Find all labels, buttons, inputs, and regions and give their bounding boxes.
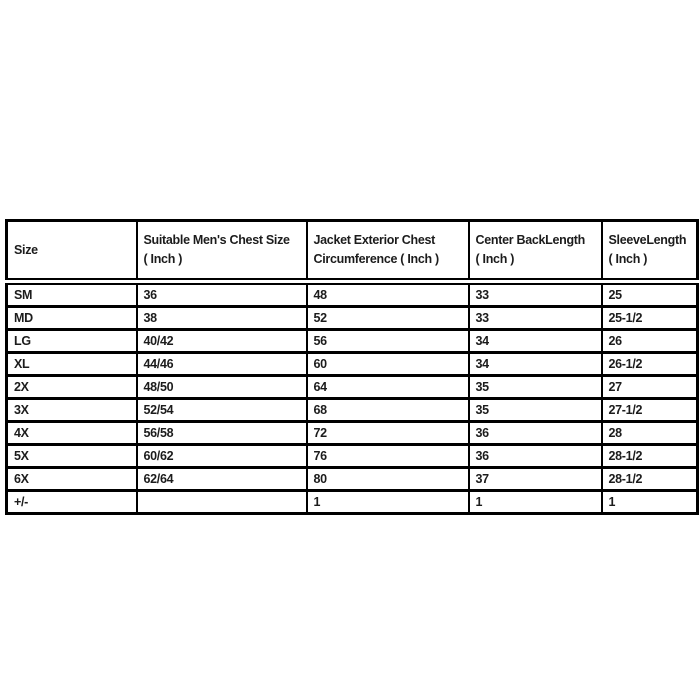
table-cell-col1: 62/64 [137,468,307,491]
table-row [7,353,698,376]
table-cell-col2: 64 [307,376,469,399]
table-cell-col1: 48/50 [137,376,307,399]
header-line-1: SleeveLength [608,233,687,247]
table-cell-col2: 1 [307,491,469,514]
table-cell-col2: 56 [307,330,469,353]
table-row [7,399,698,422]
table-row [7,468,698,491]
table-cell-col4: 28-1/2 [602,468,698,491]
table-row [7,491,698,514]
table-cell-col4: 28-1/2 [602,445,698,468]
table-cell-col1: 60/62 [137,445,307,468]
table-cell-col4: 25-1/2 [602,307,698,330]
table-cell-col4: 1 [602,491,698,514]
table-cell-col4: 26 [602,330,698,353]
table-cell-col0: +/- [7,491,137,514]
col-header-size [7,221,137,282]
table-cell-col0: MD [7,307,137,330]
table-cell-col3: 33 [469,307,602,330]
table-cell-col2: 48 [307,282,469,307]
table-cell-col3: 36 [469,445,602,468]
table-row [7,422,698,445]
col-header-center-back-length [469,221,602,282]
header-line-2: ( Inch ) [143,252,183,266]
col-header-jacket-exterior-circumference [307,221,469,282]
table-cell-col0: 5X [7,445,137,468]
table-cell-col0: 4X [7,422,137,445]
table-cell-col0: XL [7,353,137,376]
table-cell-col0: 6X [7,468,137,491]
table-cell-col2: 68 [307,399,469,422]
table-cell-col1: 38 [137,307,307,330]
table-cell-col4: 28 [602,422,698,445]
table-cell-col1: 52/54 [137,399,307,422]
table-cell-col1: 40/42 [137,330,307,353]
col-header-suitable-chest-size [137,221,307,282]
table-row [7,282,698,307]
header-line-1: Center BackLength [475,233,586,247]
table-cell-col3: 34 [469,353,602,376]
size-chart-table [5,219,699,515]
table-cell-col4: 26-1/2 [602,353,698,376]
table-cell-col3: 36 [469,422,602,445]
table-row [7,445,698,468]
header-line-2: ( Inch ) [475,252,515,266]
table-cell-col4: 27 [602,376,698,399]
table-cell-col1: 56/58 [137,422,307,445]
table-cell-col3: 1 [469,491,602,514]
col-header-sleeve-length [602,221,698,282]
table-cell-col1: 44/46 [137,353,307,376]
table-cell-col0: LG [7,330,137,353]
table-cell-col2: 60 [307,353,469,376]
table-cell-col4: 27-1/2 [602,399,698,422]
table-cell-col0: 3X [7,399,137,422]
table-row [7,307,698,330]
table-row [7,330,698,353]
table-cell-col3: 37 [469,468,602,491]
table-cell-col3: 35 [469,399,602,422]
table-cell-col2: 72 [307,422,469,445]
table-cell-col3: 34 [469,330,602,353]
table-cell-col2: 80 [307,468,469,491]
header-line-1: Size [14,242,38,257]
header-line-2: ( Inch ) [608,252,648,266]
header-row [7,221,698,282]
header-line-1: Jacket Exterior Chest [313,233,436,247]
header-line-1: Suitable Men's Chest Size [143,233,290,247]
table-cell-col0: 2X [7,376,137,399]
table-cell-col1 [137,491,307,514]
table-cell-col4: 25 [602,282,698,307]
table-cell-col2: 76 [307,445,469,468]
table-cell-col3: 33 [469,282,602,307]
table-row [7,376,698,399]
table-cell-col3: 35 [469,376,602,399]
table-cell-col2: 52 [307,307,469,330]
table-body [7,282,698,514]
header-line-2: Circumference ( Inch ) [313,252,439,266]
table-cell-col0: SM [7,282,137,307]
table-cell-col1: 36 [137,282,307,307]
